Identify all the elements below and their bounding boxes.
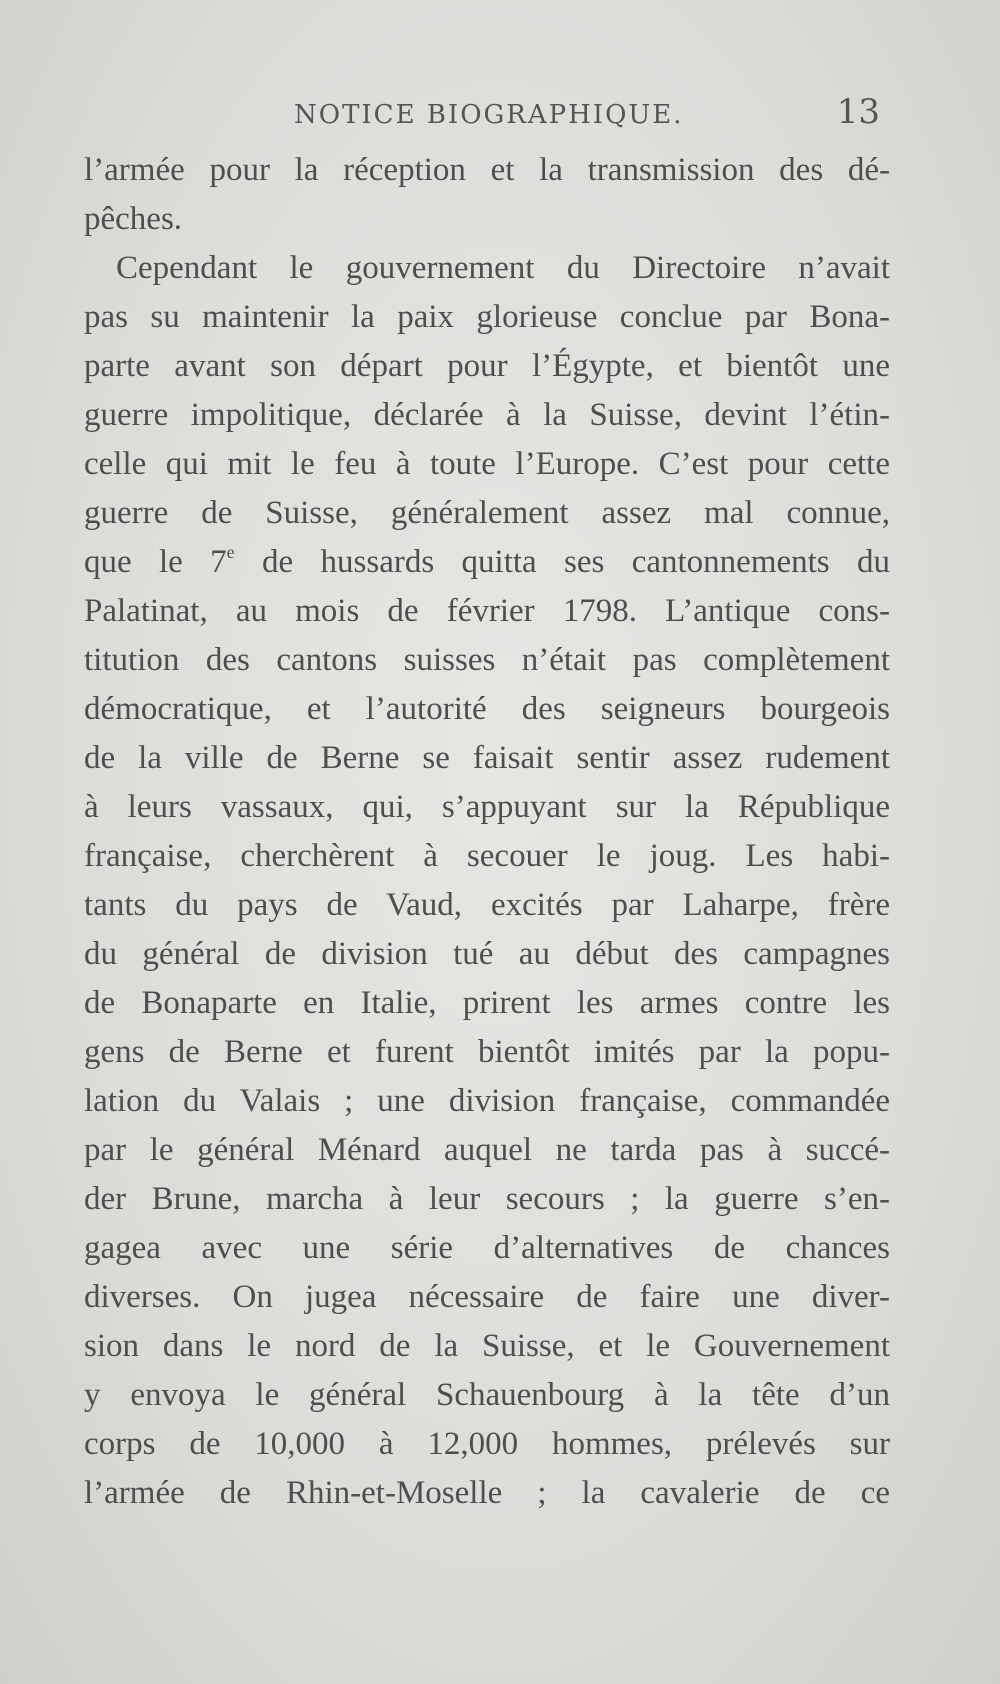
text-line: gagea avec une série d’alternatives de chances bbox=[84, 1230, 890, 1266]
running-head: NOTICE BIOGRAPHIQUE. bbox=[294, 100, 684, 130]
text-line: française, cherchèrent à secouer le joug. Les habi- bbox=[84, 838, 890, 874]
text-line: de Bonaparte en Italie, prirent les armes contre les bbox=[84, 985, 890, 1021]
text-line: diverses. On jugea nécessaire de faire une diver- bbox=[84, 1279, 890, 1315]
text-line: tants du pays de Vaud, excités par Laharpe, frère bbox=[84, 887, 890, 923]
text-line: l’armée de Rhin-et-Moselle ; la cavalerie de ce bbox=[84, 1475, 890, 1511]
page-header bbox=[84, 92, 890, 132]
text-line: corps de 10,000 à 12,000 hommes, prélevés sur bbox=[84, 1426, 890, 1462]
text-line: guerre de Suisse, généralement assez mal connue, bbox=[84, 495, 890, 531]
text-line: démocratique, et l’autorité des seigneurs bourgeois bbox=[84, 691, 890, 727]
body-text bbox=[84, 146, 890, 1518]
text-line: l’armée pour la réception et la transmission des dé- bbox=[84, 152, 890, 188]
text-line: sion dans le nord de la Suisse, et le Gouvernement bbox=[84, 1328, 890, 1364]
text-line: titution des cantons suisses n’était pas complètement bbox=[84, 642, 890, 678]
page-number: 13 bbox=[836, 92, 880, 132]
text-line: de la ville de Berne se faisait sentir assez rudement bbox=[84, 740, 890, 776]
text-line: guerre impolitique, déclarée à la Suisse, devint l’étin- bbox=[84, 397, 890, 433]
text-line: par le général Ménard auquel ne tarda pas à succé- bbox=[84, 1132, 890, 1168]
text-line: à leurs vassaux, qui, s’appuyant sur la République bbox=[84, 789, 890, 825]
text-line: Palatinat, au mois de février 1798. L’antique cons- bbox=[84, 593, 890, 629]
text-line: parte avant son départ pour l’Égypte, et bientôt une bbox=[84, 348, 890, 384]
text-line: Cependant le gouvernement du Directoire n’avait bbox=[116, 250, 890, 286]
text-line: der Brune, marcha à leur secours ; la guerre s’en- bbox=[84, 1181, 890, 1217]
text-fragment: que le 7 bbox=[84, 544, 227, 580]
text-line: pêches. bbox=[84, 201, 183, 237]
text-line: celle qui mit le feu à toute l’Europe. C’est pour cette bbox=[84, 446, 890, 482]
text-line: lation du Valais ; une division française, commandée bbox=[84, 1083, 890, 1119]
superscript: e bbox=[226, 542, 235, 562]
text-line: y envoya le général Schauenbourg à la tête d’un bbox=[84, 1377, 890, 1413]
text-line bbox=[84, 538, 890, 587]
text-line: pas su maintenir la paix glorieuse conclue par Bona- bbox=[84, 299, 890, 335]
text-fragment: de hussards quitta ses cantonnements du bbox=[234, 544, 890, 580]
text-line: du général de division tué au début des campagnes bbox=[84, 936, 890, 972]
text-line: gens de Berne et furent bientôt imités par la popu- bbox=[84, 1034, 890, 1070]
